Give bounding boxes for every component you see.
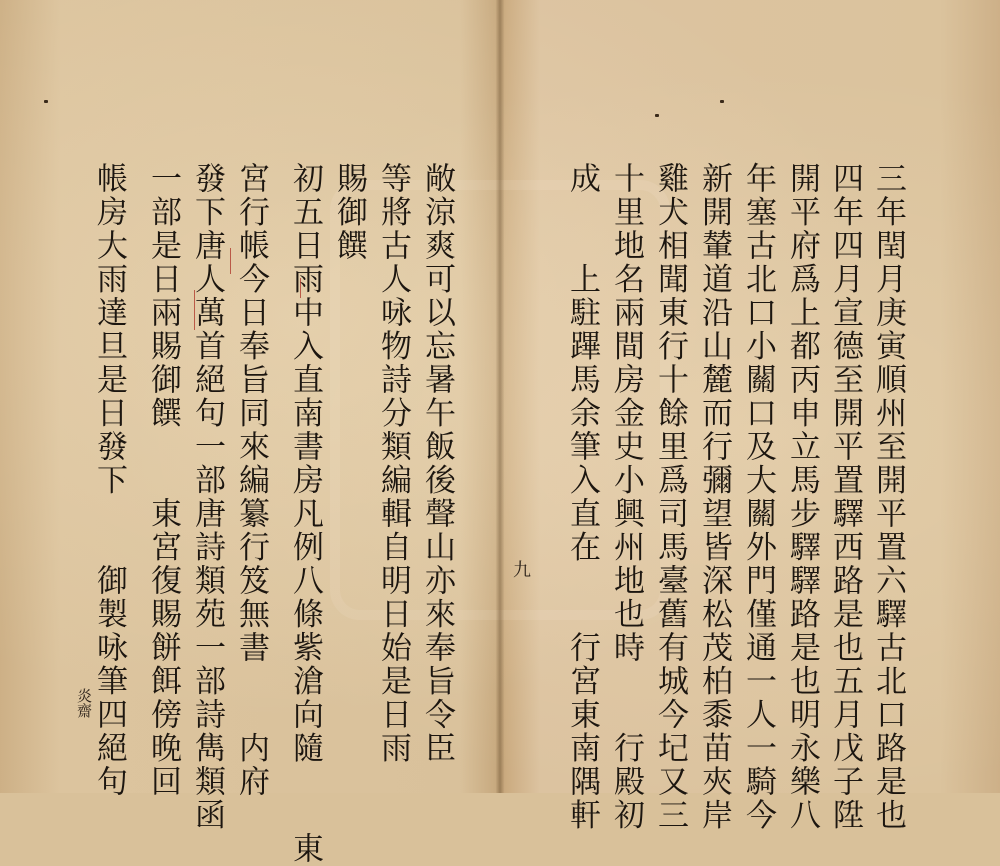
right-column-8-start: 成 [564, 162, 600, 263]
right-page [501, 0, 1000, 832]
left-column-2: 等將古人咏物詩分類編輯自明日始是日雨 [375, 162, 411, 765]
left-column-7 [146, 162, 180, 799]
left-column-1 [420, 162, 454, 765]
right-column-4: 年塞古北口小關口及大關外門僅通一人一騎今 [740, 162, 776, 832]
left-column-4 [288, 162, 322, 866]
left-column-5-start: 宮行帳今日奉 [233, 162, 269, 363]
right-column-2: 四年四月宣德至開平置驛西路是也五月戊子陞 [827, 162, 863, 832]
red-correction-mark [230, 248, 231, 274]
left-column-7-raised: 御饌 東宮復賜餅餌傍晚回 [145, 363, 181, 799]
ink-speck [720, 100, 724, 103]
left-column-3: 賜御饌 [331, 162, 367, 263]
ink-speck [44, 100, 48, 103]
left-column-1-raised: 旨令臣 [419, 664, 455, 765]
left-column-1-text: 敞涼爽可以忘暑午飯後聲山亦來奉 [419, 162, 455, 665]
folio-number: 九 [510, 560, 531, 578]
right-column-6: 雞犬相聞東行十餘里爲司馬臺舊有城今圮又三 [652, 162, 688, 832]
left-column-8: 帳房大雨達旦是日發下 御製咏筆四絕句 [91, 162, 127, 799]
right-column-1: 三年閏月庚寅順州至開平置六驛古北口路是也 [870, 162, 906, 832]
right-column-5: 新開輦道沿山麓而行彌望皆深松茂柏黍苗夾岸 [696, 162, 732, 832]
small-annotation: 炎齋 [75, 688, 93, 718]
right-column-7: 十里地名兩間房金史小興州地也時 行殿初 [608, 162, 644, 832]
left-page [0, 0, 499, 866]
left-column-6: 發下唐人萬首絕句一部唐詩類苑一部詩雋類函 [189, 162, 225, 832]
right-column-8 [565, 162, 599, 832]
left-column-4-start: 初五日雨中入 [287, 162, 323, 363]
right-column-8-raised: 上駐蹕馬余筆入直在 行宮東南隅軒 [564, 262, 600, 832]
left-column-4-raised: 直南書房凡例八條紫滄向隨 東 [287, 363, 323, 866]
red-correction-mark [194, 290, 195, 330]
right-column-3: 開平府爲上都丙申立馬步驛驛路是也明永樂八 [784, 162, 820, 832]
left-column-5-raised: 旨同來編纂行笈無書 内府 [233, 363, 269, 799]
red-correction-mark [300, 278, 301, 298]
left-column-5 [234, 162, 268, 799]
ink-speck [655, 114, 659, 117]
left-column-7-start: 一部是日兩賜 [145, 162, 181, 363]
